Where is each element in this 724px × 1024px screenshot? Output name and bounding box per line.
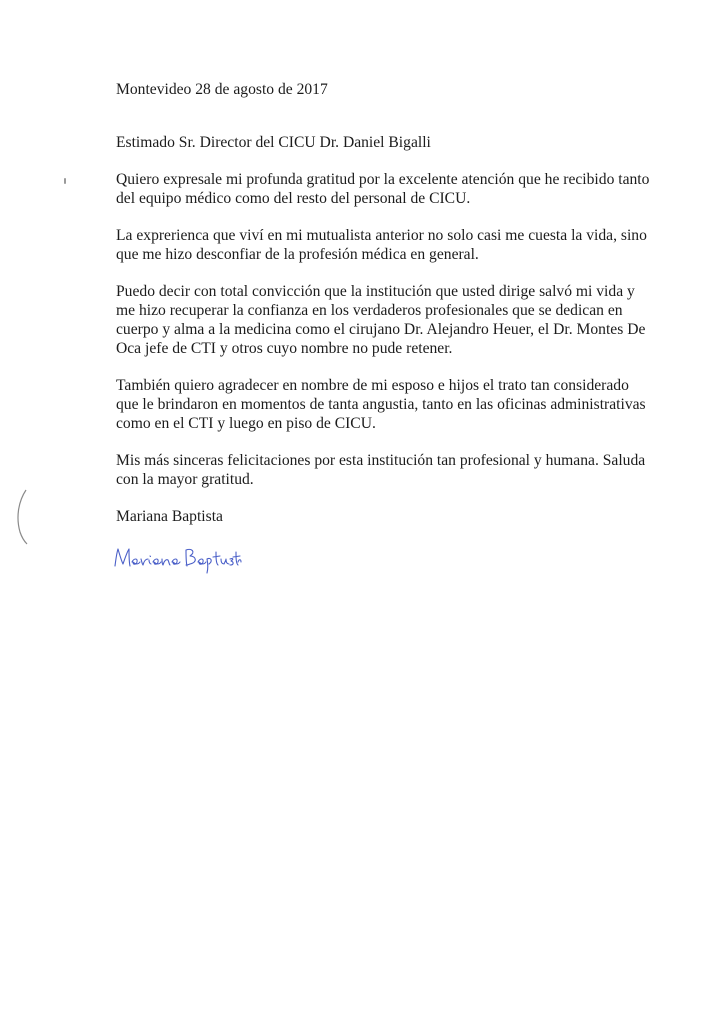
signer-name: Mariana Baptista [116,508,223,525]
paragraph-line: Mis más sinceras felicitaciones por esta institución tan profesional y humana. Saluda [116,452,646,469]
paragraph-line: que me hizo desconfiar de la profesión médica en general. [116,246,479,263]
paragraph-line: con la mayor gratitud. [116,471,254,488]
letter-date: Montevideo 28 de agosto de 2017 [116,81,328,98]
paragraph-line: me hizo recuperar la confianza en los verdaderos profesionales que se dedican en [116,302,623,319]
paragraph-1 [116,170,708,208]
paragraph-line: que le brindaron en momentos de tanta angustia, tanto en las oficinas administrativas [116,396,646,413]
paragraph-2 [116,226,708,264]
paragraph-line: del equipo médico como del resto del personal de CICU. [116,190,471,207]
paragraph-line: Puedo decir con total convicción que la institución que usted dirige salvó mi vida y [116,283,635,300]
letter-body [116,80,708,526]
paragraph-line: La exprerienca que viví en mi mutualista anterior no solo casi me cuesta la vida, sino [116,227,647,244]
paragraph-line: como en el CTI y luego en piso de CICU. [116,415,376,432]
paragraph-4 [116,376,708,433]
scan-edge-mark [14,488,30,546]
signature-strokes [115,549,241,573]
scan-speck [64,178,66,184]
paragraph-line: Quiero expresale mi profunda gratitud por la excelente atención que he recibido tanto [116,171,650,188]
paragraph-line: También quiero agradecer en nombre de mi esposo e hijos el trato tan considerado [116,377,629,394]
handwritten-signature [112,544,242,574]
letter-salutation: Estimado Sr. Director del CICU Dr. Daniel Bigalli [116,134,431,151]
paragraph-3 [116,282,708,358]
paragraph-line: cuerpo y alma a la medicina como el cirujano Dr. Alejandro Heuer, el Dr. Montes De [116,321,646,338]
paragraph-line: Oca jefe de CTI y otros cuyo nombre no pude retener. [116,340,453,357]
paragraph-5 [116,451,708,489]
